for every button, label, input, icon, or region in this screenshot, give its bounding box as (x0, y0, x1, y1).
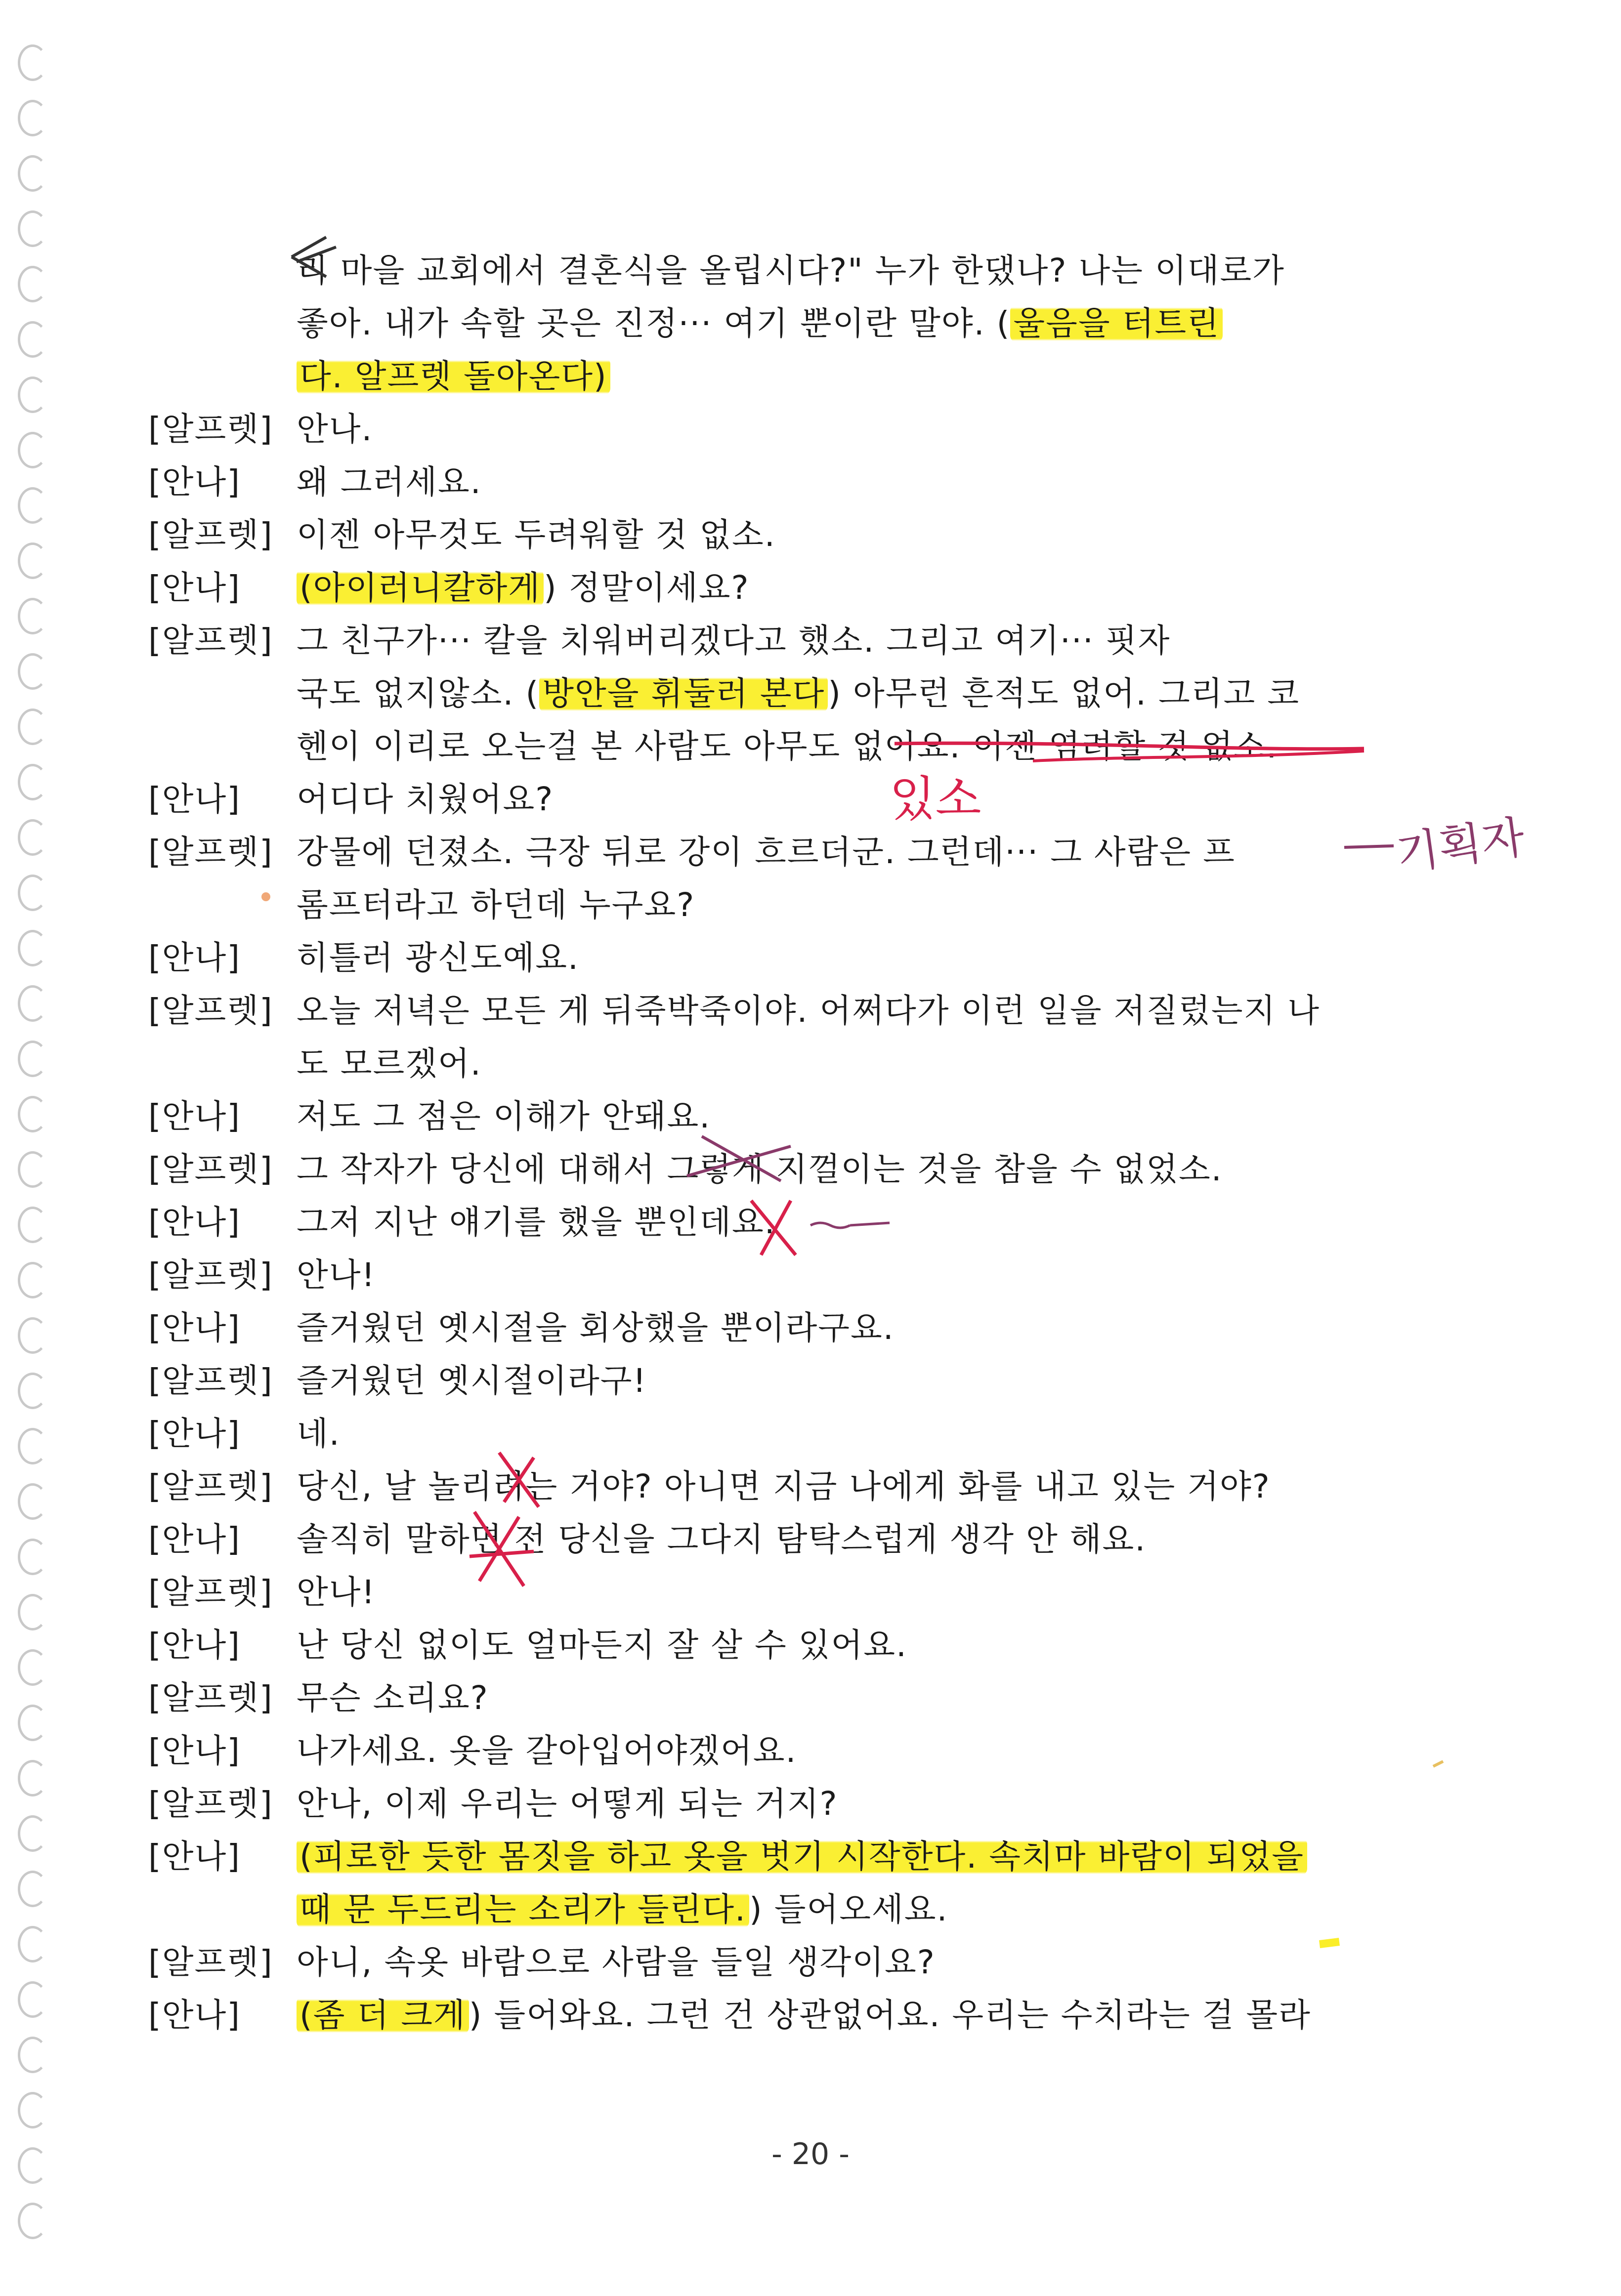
dialogue-line (0, 668, 1621, 720)
binder-hole-icon (18, 100, 47, 136)
text-segment: 국도 없지않소. ( (297, 674, 540, 712)
text-segment: 아니, 속옷 바람으로 사람을 들일 생각이요? (297, 1943, 936, 1981)
dialogue-line (0, 1989, 1621, 2042)
dialogue-text (297, 826, 1236, 878)
dialogue-line (0, 826, 1621, 878)
dialogue-line (0, 1883, 1621, 1936)
speaker-label: [알프렛] (148, 1785, 273, 1823)
speaker-label: [알프렛] (148, 1679, 273, 1717)
dialogue-text (297, 773, 554, 826)
binder-hole-icon (18, 155, 47, 192)
dialogue-line (0, 1355, 1621, 1407)
highlighted-direction: 다. 알프렛 돌아온다) (297, 357, 610, 395)
speaker-label: [안나] (148, 1626, 241, 1664)
dialogue-text (297, 456, 482, 508)
text-segment: 헨이 이리로 오는걸 본 사람도 아무도 없어요. 이젠 염려할 것 없소. (297, 727, 1278, 765)
text-segment: 즐거웠던 옛시절을 회상했을 뿐이라구요. (297, 1309, 895, 1347)
dialogue-line (0, 1831, 1621, 1883)
dialogue-text (297, 1619, 907, 1671)
dialogue-line (0, 720, 1621, 773)
text-segment: 그 친구가··· 칼을 치워버리겠다고 했소. 그리고 여기··· 핏자 (297, 622, 1171, 660)
dialogue-text (297, 1566, 376, 1619)
text-segment: ) 정말이세요? (544, 569, 750, 607)
dialogue-line (0, 245, 1621, 297)
binder-hole-icon (18, 2037, 47, 2073)
dialogue-text (297, 1143, 1223, 1196)
text-segment: 이젠 아무것도 두려워할 것 없소. (297, 516, 776, 554)
dialogue-line (0, 773, 1621, 826)
margin-note: 기획자 (1393, 811, 1528, 880)
highlighted-direction: (좀 더 크게 (297, 1996, 469, 2034)
speaker-label: [안나] (148, 569, 241, 607)
dialogue-line (0, 1778, 1621, 1830)
dialogue-line (0, 1090, 1621, 1143)
dialogue-text (297, 562, 750, 614)
dialogue-line (0, 1725, 1621, 1777)
text-segment: 안나! (297, 1573, 376, 1611)
text-segment: 난 당신 없이도 얼마든지 잘 살 수 있어요. (297, 1626, 907, 1664)
dialogue-text (297, 1831, 1307, 1883)
dialogue-text (297, 350, 610, 403)
speaker-label: [알프렛] (148, 1573, 273, 1611)
text-segment: 리 마을 교회에서 결혼식을 올립시다?" 누가 한댔나? 나는 이대로가 (297, 251, 1285, 290)
page-number: - 20 - (771, 2137, 850, 2171)
speaker-label: [알프렛] (148, 833, 273, 871)
speaker-label: [안나] (148, 1520, 241, 1558)
dialogue-line (0, 985, 1621, 1037)
speaker-label: [알프렛] (148, 1943, 273, 1981)
speaker-label: [안나] (148, 1097, 241, 1135)
dialogue-text (297, 985, 1320, 1037)
dialogue-text (297, 1989, 1311, 2042)
text-segment: 어디다 치웠어요? (297, 780, 554, 818)
text-segment: 그 작자가 당신에 대해서 그렇게 지껄이는 것을 참을 수 없었소. (297, 1150, 1223, 1188)
highlighted-direction: (아이러니칼하게 (297, 569, 544, 607)
dialogue-text (297, 615, 1170, 667)
text-segment: 히틀러 광신도예요. (297, 939, 580, 977)
text-segment: 나가세요. 옷을 갈아입어야겠어요. (297, 1732, 797, 1770)
text-segment: 안나! (297, 1256, 376, 1294)
text-segment: 네. (297, 1415, 341, 1453)
dialogue-text (297, 1461, 1271, 1513)
dialogue-text (297, 403, 373, 456)
dialogue-line (0, 1249, 1621, 1301)
speaker-label: [안나] (148, 463, 241, 501)
dialogue-text (297, 1936, 936, 1989)
dialogue-line (0, 1143, 1621, 1196)
dialogue-text (297, 932, 579, 984)
highlighted-direction: 울음을 터트린 (1010, 304, 1223, 342)
speaker-label: [알프렛] (148, 516, 273, 554)
speaker-label: [알프렛] (148, 622, 273, 660)
binder-hole-icon (18, 2092, 47, 2129)
speaker-label: [알프렛] (148, 1150, 273, 1188)
dialogue-text (297, 245, 1285, 297)
dialogue-line (0, 562, 1621, 614)
dialogue-line (0, 879, 1621, 931)
dialogue-text (297, 1355, 647, 1407)
dialogue-line (0, 1513, 1621, 1566)
text-segment: 도 모르겠어. (297, 1044, 482, 1083)
dialogue-line (0, 1196, 1621, 1249)
dialogue-text (297, 1196, 776, 1249)
dialogue-line (0, 932, 1621, 984)
speaker-label: [안나] (148, 1996, 241, 2034)
speaker-label: [안나] (148, 780, 241, 818)
dialogue-text (297, 297, 1223, 350)
dialogue-text (297, 720, 1278, 773)
text-segment: 무슨 소리요? (297, 1679, 489, 1717)
dialogue-line (0, 1038, 1621, 1090)
text-segment: 당신, 날 놀리려는 거야? 아니면 지금 나에게 화를 내고 있는 거야? (297, 1467, 1271, 1505)
dialogue-line (0, 297, 1621, 350)
dialogue-line (0, 615, 1621, 667)
text-segment: 오늘 저녁은 모든 게 뒤죽박죽이야. 어쩌다가 이런 일을 저질렀는지 나 (297, 992, 1320, 1030)
dialogue-text (297, 1090, 711, 1143)
dialogue-line (0, 1302, 1621, 1354)
text-segment: 저도 그 점은 이해가 안돼요. (297, 1097, 711, 1135)
dialogue-text (297, 1672, 489, 1724)
text-segment: 그저 지난 얘기를 했을 뿐인데요. (297, 1203, 776, 1241)
dialogue-text (297, 1778, 838, 1830)
dialogue-text (297, 879, 695, 931)
text-segment: 왜 그러세요. (297, 463, 482, 501)
text-segment: 강물에 던졌소. 극장 뒤로 강이 흐르더군. 그런데··· 그 사람은 프 (297, 833, 1236, 871)
highlighted-direction: 방안을 휘둘러 본다 (539, 674, 828, 712)
speaker-label: [안나] (148, 1732, 241, 1770)
binder-hole-icon (18, 210, 47, 247)
dialogue-line (0, 1619, 1621, 1671)
dialogue-text (297, 1725, 797, 1777)
dialogue-line (0, 403, 1621, 456)
margin-note: 있소 (890, 771, 981, 827)
dialogue-text (297, 668, 1300, 720)
dialogue-text (297, 1249, 376, 1301)
speaker-label: [안나] (148, 1837, 241, 1876)
text-segment: 즐거웠던 옛시절이라구! (297, 1362, 647, 1400)
highlighted-direction: (피로한 듯한 몸짓을 하고 옷을 벗기 시작한다. 속치마 바람이 되었을 (297, 1837, 1307, 1876)
dialogue-line (0, 1408, 1621, 1460)
dialogue-line (0, 456, 1621, 508)
dialogue-line (0, 1672, 1621, 1724)
binder-hole-icon (18, 2203, 47, 2239)
dialogue-text (297, 509, 776, 561)
dialogue-line (0, 1566, 1621, 1619)
dialogue-line (0, 1461, 1621, 1513)
speaker-label: [알프렛] (148, 1256, 273, 1294)
highlighted-direction: 때 문 두드리는 소리가 들린다. (297, 1890, 749, 1928)
text-segment: ) 아무런 흔적도 없어. 그리고 코 (828, 674, 1300, 712)
dialogue-line (0, 509, 1621, 561)
speaker-label: [안나] (148, 939, 241, 977)
speaker-label: [안나] (148, 1309, 241, 1347)
speaker-label: [안나] (148, 1203, 241, 1241)
speaker-label: [알프렛] (148, 992, 273, 1030)
dialogue-text (297, 1883, 948, 1936)
text-segment: ) 들어와요. 그런 건 상관없어요. 우리는 수치라는 걸 몰라 (469, 1996, 1311, 2034)
speaker-label: [알프렛] (148, 410, 273, 448)
speaker-label: [알프렛] (148, 1467, 273, 1505)
dialogue-line (0, 350, 1621, 403)
text-segment: 안나, 이제 우리는 어떻게 되는 거지? (297, 1785, 838, 1823)
dialogue-line (0, 1936, 1621, 1989)
text-segment: 롬프터라고 하던데 누구요? (297, 886, 695, 924)
text-segment: 솔직히 말하면 전 당신을 그다지 탐탁스럽게 생각 안 해요. (297, 1520, 1147, 1558)
dialogue-text (297, 1513, 1146, 1566)
dialogue-text (297, 1038, 482, 1090)
speaker-label: [안나] (148, 1415, 241, 1453)
text-segment: 좋아. 내가 속할 곳은 진정··· 여기 뿐이란 말야. ( (297, 304, 1011, 342)
text-segment: ) 들어오세요. (749, 1890, 948, 1928)
dialogue-text (297, 1408, 341, 1460)
speaker-label: [알프렛] (148, 1362, 273, 1400)
text-segment: 안나. (297, 410, 373, 448)
binder-hole-icon (18, 44, 47, 81)
dialogue-text (297, 1302, 895, 1354)
